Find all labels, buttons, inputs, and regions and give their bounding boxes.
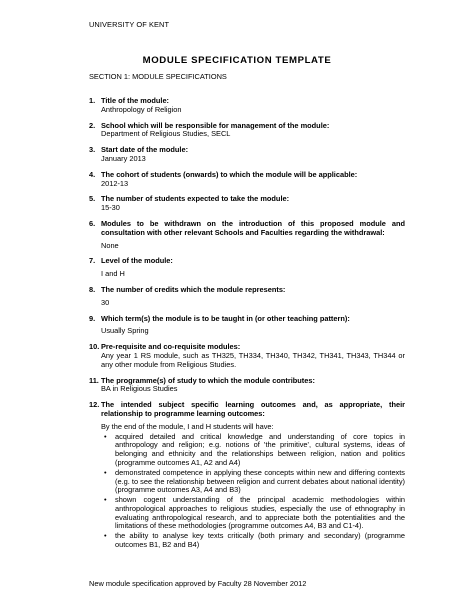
item-question: Which term(s) the module is to be taught in (or other teaching pattern): [101, 313, 350, 323]
item-question: Start date of the module: [101, 145, 189, 155]
outcome-bullet: • the ability to analyse key texts critically (both primary and secondary) (programme outcomes B1, B2 and B4) [101, 532, 405, 550]
item-number: 12. [89, 400, 100, 410]
item-answer: Anthropology of Religion [101, 104, 182, 114]
spec-item-6 [89, 220, 405, 250]
spec-item-1 [89, 97, 405, 115]
item-question: Modules to be withdrawn on the introduction of this proposed module and consultation with other relevant Schools and Faculties regarding the withdrawal: [101, 218, 405, 237]
item-number: 1. [89, 96, 96, 105]
item-answer: I and H [101, 269, 125, 279]
approval-footer: New module specification approved by Faculty 28 November 2012 [89, 579, 307, 588]
item-number: 8. [89, 284, 96, 294]
item-number: 9. [89, 313, 96, 323]
item-number: 10. [89, 342, 100, 352]
spec-item-8 [89, 286, 405, 308]
item-question: School which will be responsible for management of the module: [101, 120, 330, 130]
document-title: MODULE SPECIFICATION TEMPLATE [142, 55, 332, 66]
item-question: Pre-requisite and co-requisite modules: [101, 342, 241, 352]
item-question: The number of students expected to take the module: [101, 194, 290, 204]
item-answer: 2012-13 [101, 178, 129, 188]
item-question: Title of the module: [101, 96, 170, 105]
item-answer: January 2013 [101, 153, 146, 163]
item-question: The intended subject specific learning outcomes and, as appropriate, their relationship to programme learning outcomes: [101, 400, 405, 418]
spec-item-7 [89, 257, 405, 279]
item-number: 6. [89, 218, 96, 228]
university-header: UNIVERSITY OF KENT [89, 20, 170, 29]
spec-item-5 [89, 195, 405, 213]
spec-item-9 [89, 315, 405, 337]
item-answer: BA in Religious Studies [101, 384, 178, 394]
item-answer: 30 [101, 297, 110, 307]
item-answer: 15-30 [101, 203, 120, 213]
specification-list [89, 97, 405, 557]
item-number: 3. [89, 145, 96, 155]
item-answer: Any year 1 RS module, such as TH325, TH334, TH340, TH342, TH341, TH343, TH344 or any other module from Religious Studies. [101, 350, 405, 369]
section-heading: SECTION 1: MODULE SPECIFICATIONS [89, 72, 227, 81]
item-number: 4. [89, 169, 96, 179]
item-number: 2. [89, 120, 96, 130]
outcome-bullet: • shown cogent understanding of the principal academic methodologies within anthropological approaches to religious studies, especially the use of ethnography in evaluating anthropological research, and to appreciate both the potentialities and the limitations of these methodologies (programme outcomes A4, B3 and C1-4). [101, 496, 405, 531]
outcomes-list [101, 433, 405, 550]
spec-item-12 [89, 401, 405, 550]
item-answer: Usually Spring [101, 326, 149, 336]
outcome-bullet: • demonstrated competence in applying these concepts within new and differing contexts (e.g. to see the relationship between religion and current debates about national identity) (programme outcomes A3, A4 and B3) [101, 469, 405, 495]
item-question: The programme(s) of study to which the module contributes: [101, 375, 315, 385]
spec-item-10 [89, 343, 405, 369]
item-question: The cohort of students (onwards) to which the module will be applicable: [101, 169, 358, 179]
item-number: 5. [89, 194, 96, 204]
spec-item-4 [89, 171, 405, 189]
item-answer: Department of Religious Studies, SECL [101, 129, 231, 139]
spec-item-3 [89, 146, 405, 164]
item-number: 11. [89, 375, 99, 385]
item-answer: By the end of the module, I and H students will have: [101, 421, 274, 431]
outcome-bullet: • acquired detailed and critical knowledge and understanding of core topics in anthropology and religion; e.g. notions of 'the primitive', cultural systems, ideas of belonging and ethnicity and the relationships between religion, nation and politics (programme outcomes A1, A2 and A4) [101, 433, 405, 468]
item-question: Level of the module: [101, 256, 173, 266]
item-question: The number of credits which the module represents: [101, 284, 286, 294]
spec-item-2 [89, 122, 405, 140]
item-answer: None [101, 240, 119, 250]
item-number: 7. [89, 256, 96, 266]
spec-item-11 [89, 377, 405, 395]
